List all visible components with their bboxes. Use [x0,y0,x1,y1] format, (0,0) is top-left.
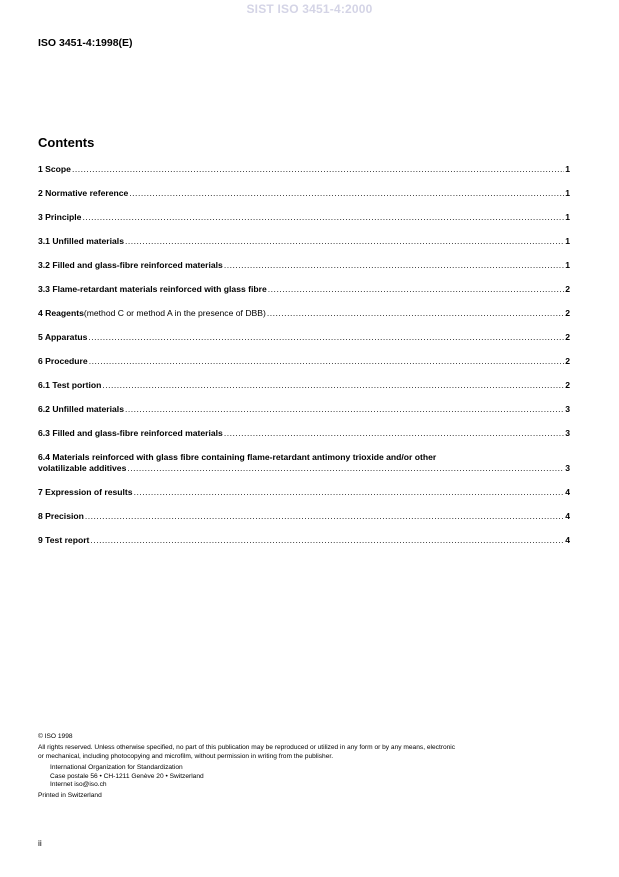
toc-page-number: 1 [565,212,570,222]
copyright-symbol: © ISO 1998 [38,733,73,740]
dot-leader [102,380,564,391]
toc-entry[interactable] [38,308,570,319]
dot-leader [224,260,564,271]
toc-entry-title: 1 Scope [38,164,71,174]
dot-leader [82,212,564,223]
toc-entry-title: 3 Principle [38,212,82,222]
toc-entry[interactable] [38,404,570,415]
toc-page-number: 1 [565,164,570,174]
document-id: ISO 3451-4:1998(E) [38,37,133,49]
toc-entry[interactable] [38,236,570,247]
toc-entry-title: 6.3 Filled and glass-fibre reinforced materials [38,428,223,438]
toc-entry[interactable] [38,356,570,367]
printed-in: Printed in Switzerland [38,792,102,800]
toc-entry[interactable] [38,260,570,271]
toc-page-number: 2 [565,308,570,318]
toc-page-number: 2 [565,356,570,366]
dot-leader [72,164,564,175]
toc-entry[interactable] [38,284,570,295]
toc-page-number: 4 [565,487,570,497]
toc-page-number: 4 [565,535,570,545]
table-of-contents [38,164,570,559]
toc-entry[interactable] [38,511,570,522]
toc-entry-title: 2 Normative reference [38,188,129,198]
toc-entry[interactable] [38,332,570,343]
toc-entry-title: 7 Expression of results [38,487,133,497]
toc-entry-title: 6.4 Materials reinforced with glass fibre containing flame-retardant antimony trioxide and/or other [38,452,437,462]
toc-entry-title: 3.2 Filled and glass-fibre reinforced materials [38,260,223,270]
toc-page-number: 2 [565,380,570,390]
organization-address: Case postale 56 • CH-1211 Genève 20 • Switzerland [50,772,204,780]
rights-statement-1: All rights reserved. Unless otherwise specified, no part of this publication may be reproduced or utilized in any form or by any means, electronic [38,744,456,752]
toc-page-number: 2 [565,332,570,342]
toc-entry[interactable] [38,212,570,223]
dot-leader [88,332,564,343]
copyright-block [38,733,578,801]
toc-entry-title: 6 Procedure [38,356,88,366]
toc-entry-title: 4 Reagents [38,308,84,318]
dot-leader [268,284,564,295]
dot-leader [125,236,564,247]
toc-entry-title: 6.2 Unfilled materials [38,404,124,414]
toc-entry-title-continued: volatilizable additives [38,463,127,473]
toc-entry-title: 5 Apparatus [38,332,88,342]
organization-name: International Organization for Standardization [50,764,183,772]
dot-leader [134,487,565,498]
dot-leader [127,463,564,474]
toc-page-number: 1 [565,188,570,198]
toc-entry[interactable] [38,380,570,391]
contents-heading: Contents [38,135,95,150]
toc-page-number: 2 [565,284,570,294]
organization-internet: Internet iso@iso.ch [50,781,107,789]
toc-entry[interactable] [38,487,570,498]
dot-leader [125,404,564,415]
page-number: ii [38,838,42,848]
toc-entry[interactable] [38,188,570,199]
dot-leader [90,535,564,546]
dot-leader [85,511,564,522]
toc-entry[interactable] [38,452,570,474]
toc-page-number: 4 [565,511,570,521]
toc-entry-title: 6.1 Test portion [38,380,102,390]
toc-page-number: 1 [565,236,570,246]
watermark: SIST ISO 3451-4:2000 [246,2,373,16]
toc-entry-title: 9 Test report [38,535,90,545]
toc-page-number: 3 [565,463,570,473]
toc-entry-title: 3.1 Unfilled materials [38,236,124,246]
dot-leader [129,188,564,199]
dot-leader [267,308,564,319]
toc-entry[interactable] [38,164,570,175]
dot-leader [89,356,565,367]
toc-page-number: 3 [565,404,570,414]
toc-page-number: 3 [565,428,570,438]
toc-entry[interactable] [38,535,570,546]
toc-entry-title: 3.3 Flame-retardant materials reinforced with glass fibre [38,284,267,294]
toc-entry-title: 8 Precision [38,511,84,521]
toc-page-number: 1 [565,260,570,270]
toc-entry-note: (method C or method A in the presence of DBB) [83,308,266,318]
dot-leader [224,428,564,439]
toc-entry[interactable] [38,428,570,439]
rights-statement-2: or mechanical, including photocopying and microfilm, without permission in writing from the publisher. [38,752,334,760]
